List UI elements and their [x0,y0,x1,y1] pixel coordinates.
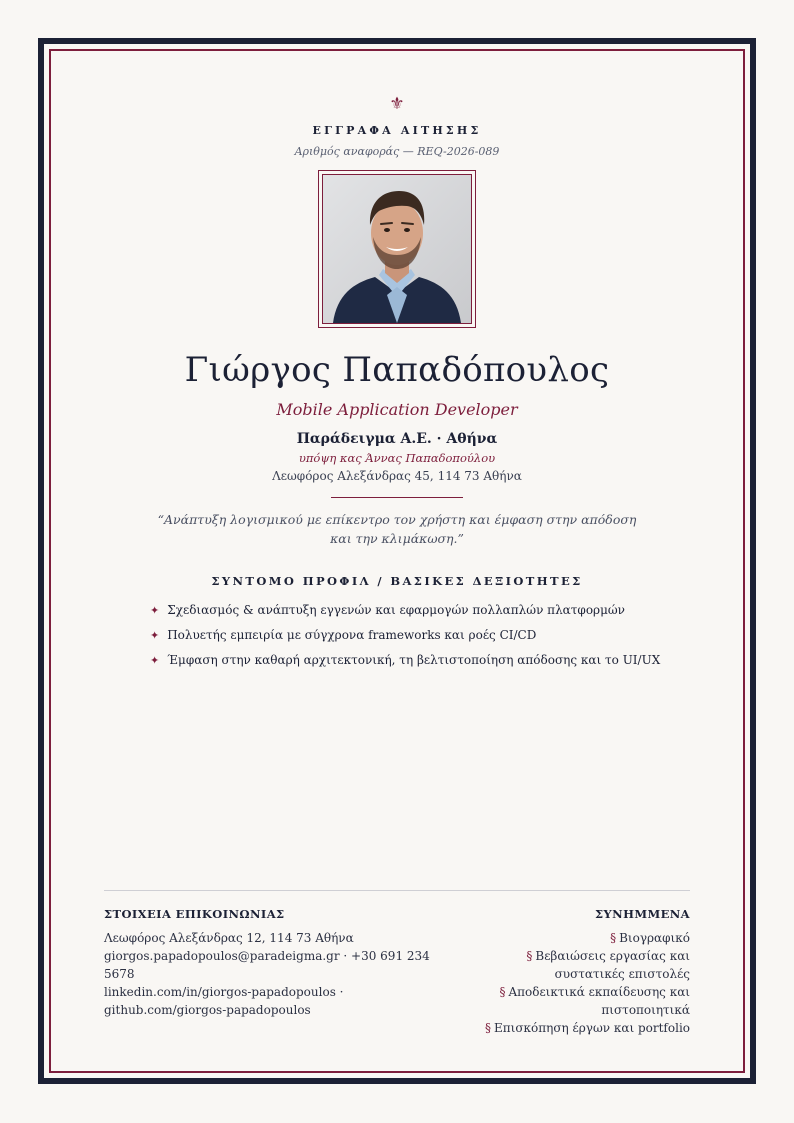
section-divider [331,497,463,498]
star-icon: ✦ [150,629,160,642]
profile-section-title: ΣΥΝΤΟΜΟ ΠΡΟΦΙΛ / ΒΑΣΙΚΕΣ ΔΕΞΙΟΤΗΤΕΣ [211,574,583,588]
list-item [470,929,690,947]
section-sign-icon: § [526,949,533,963]
recipient-attention: υπόψη κας Άννας Παπαδοπούλου [298,451,496,465]
skills-list [150,598,690,673]
list-item [470,947,690,983]
attachment-text: Βεβαιώσεις εργασίας και συστατικές επιστολές [535,949,690,981]
contact-links: linkedin.com/in/giorgos-papadopoulos · github.com/giorgos-papadopoulos [104,985,344,1017]
footer [104,890,690,1037]
applicant-name: Γιώργος Παπαδόπουλος [184,350,610,390]
contact-email-phone: giorgos.papadopoulos@paradeigma.gr · +30 691 234 5678 [104,949,430,981]
list-item [150,598,690,623]
attachment-text: Επισκόπηση έργων και portfolio [493,1021,690,1035]
section-sign-icon: § [499,985,506,999]
section-sign-icon: § [610,931,617,945]
attachments-title: ΣΥΝΗΜΜΕΝΑ [595,907,690,921]
list-item [470,1019,690,1037]
contact-block [104,907,444,1037]
list-item [150,648,690,673]
mission-quote: “Ανάπτυξη λογισμικού με επίκεντρο τον χρήστη και έμφαση στην απόδοση και την κλιμάκωση.” [157,512,637,546]
contact-address: Λεωφόρος Αλεξάνδρας 12, 114 73 Αθήνα [104,931,354,945]
attachments-block [470,907,690,1037]
star-icon: ✦ [150,604,160,617]
section-sign-icon: § [484,1021,491,1035]
document-type-title: ΕΓΓΡΑΦΑ ΑΙΤΗΣΗΣ [312,124,482,137]
document-header [104,94,690,673]
fleur-de-lis-icon: ⚜ [389,94,405,114]
star-icon: ✦ [150,654,160,667]
portrait-photo [322,174,472,324]
applicant-role: Mobile Application Developer [276,400,518,419]
portrait-frame [318,170,476,328]
skill-text: Σχεδιασμός & ανάπτυξη εγγενών και εφαρμογών πολλαπλών πλατφορμών [167,603,625,617]
skill-text: Έμφαση στην καθαρή αρχιτεκτονική, τη βελτιστοποίηση απόδοσης και το UI/UX [167,653,661,667]
contact-title: ΣΤΟΙΧΕΙΑ ΕΠΙΚΟΙΝΩΝΙΑΣ [104,907,285,921]
attachment-text: Αποδεικτικά εκπαίδευσης και πιστοποιητικά [508,985,690,1017]
reference-number: Αριθμός αναφοράς — REQ-2026-089 [294,145,500,158]
skill-text: Πολυετής εμπειρία με σύγχρονα frameworks και ροές CI/CD [167,628,537,642]
list-item [150,623,690,648]
recipient-company: Παράδειγμα Α.Ε. · Αθήνα [296,431,498,447]
attachment-text: Βιογραφικό [619,931,690,945]
recipient-address: Λεωφόρος Αλεξάνδρας 45, 114 73 Αθήνα [272,469,522,483]
list-item [470,983,690,1019]
